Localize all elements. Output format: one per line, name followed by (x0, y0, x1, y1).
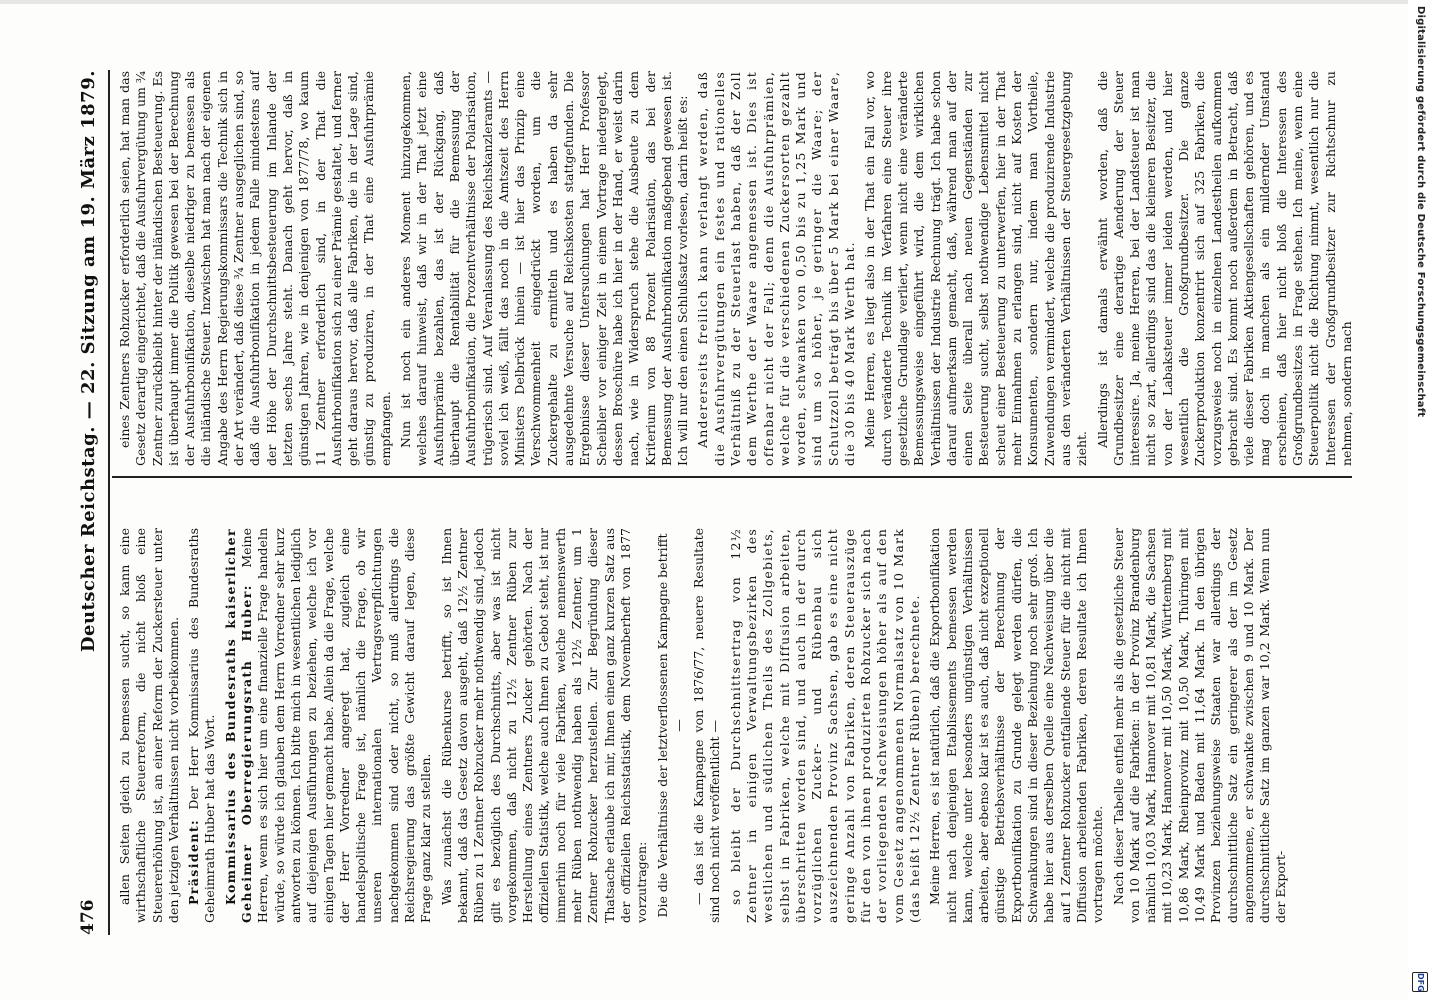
digitization-note: Digitalisierung gefördert durch die Deutsche Forschungsgemeinschaft (1415, 6, 1426, 418)
paragraph-text: Meine Herren, es liegt also in der That ein Fall vor, wo durch veränderte Technik im Verfahren eine Steuer ihre gesetzliche Grundlage verliert, wenn nicht eine veränderte Bemessungsweise eingeführt wird, die dem wirklichen Verhältnissen der Industrie Rechnung trägt. Ich habe schon darauf aufmerksam gemacht, daß, während man auf der einen Seite überall nach neuen Gegenständen zur Besteuerung sucht, selbst nothwendige Lebensmittel nicht scheut einer Besteuerung zu unterwerfen, hier in der That mehr Einnahmen zu erlangen sind, nicht auf Kosten der Konsumenten, sondern nur, indem man Vortheile, Zuwendungen vermindert, welche die produzirende Industrie aus den veränderten Verhältnissen der Steuergesetzgebung zieht. (862, 71, 1090, 466)
left-text-column (117, 528, 1352, 923)
paragraph (186, 528, 219, 923)
paragraph-text: — das ist die Kampagne von 1876/77, neuere Resultate sind noch nicht veröffentlicht — (691, 528, 723, 923)
column-divider (112, 476, 1352, 478)
paragraph-text: Meine Herren, es ist natürlich, daß die Exportbonifikation nicht nach denjenigen Etablissements bemessen werden kann, welche unter besonders ungünstigen Verhältnissen arbeiten, aber ebenso klar ist es auch, daß nicht exzeptionell günstige Betriebsverhältnisse der Berechnung der Exportbonifikation zu Grunde gelegt werden dürfen, die Schwankungen sind in dieser Beziehung noch sehr groß. Ich habe hier aus derselben Quelle eine Nachweisung über die auf 1 Zentner Rohzucker entfallende Steuer für die nicht mit Diffusion arbeitenden Fabriken, deren Resultate ich Ihnen vortragen möchte. (927, 528, 1106, 923)
speaker-name: Kommissarius des Bundesraths kaiserlicher Geheimer Oberregierungsrath Huber: (222, 528, 255, 923)
paragraph-text: Nun ist noch ein anderes Moment hinzugekommen, welches darauf hinweist, daß wir in der That jetzt eine Ausfuhrprämie bezahlen, das ist der Rückgang, daß überhaupt die Rentabilität für die Bemessung der Ausfuhrbonifikation, die Prozentverhältnisse der Polarisation, trügerisch sind. Auf Veranlassung des Reichskanzleramts — soviel ich weiß, fällt das noch in die Amtszeit des Herrn Ministers Delbrück hinein — ist hier das Prinzip eine Verschwommenheit eingedrückt worden, um die Zuckergehalte zu ermitteln und es haben da sehr ausgedehnte Versuche auf Reichskosten stattgefunden. Die Ergebnisse dieser Untersuchungen hat Herr Professor Scheibler vor einiger Zeit in einem Vortrage niedergelegt, dessen Broschüre habe ich hier in der Hand, er weist darin nach, wie in Widerspruch stehe die Ausbeute zu dem Kriterium von 88 Prozent Polarisation, das bei der Bemessung der Ausfuhrbonifikation maßgebend gewesen ist. Ich will nur den einen Schlußsatz vorlesen, darin heißt es: (398, 71, 691, 466)
paragraph-text: eines Zentners Rohzucker erforderlich seien, hat man das Gesetz derartig eingerichtet, daß die Ausfuhrvergütung um ¾ Zentner zurückbleibt hinter der inländischen Besteuerung. Es ist überhaupt immer die Politik gewesen bei der Berechnung der Ausfuhrbonifikation, dieselbe niedriger zu bemessen als die inländische Steuer. Inzwischen hat man nach der eigenen Angabe des Herrn Regierungskommissars die Technik sich in der Art verändert, daß diese ¾ Zentner ausgeglichen sind, so daß die Ausfuhrbonifikation in jedem Falle mindestens auf der Höhe der Durchschnittsbesteuerung im Inlande der letzten sechs Jahre steht. Danach geht hervor, daß in günstigen Jahren, wie in denjenigen von 1877/78, wo kaum 11 Zentner erforderlich sind, in der That die Ausfuhrbonifikation sich zu einer Prämie gestaltet, und ferner geht daraus hervor, daß alle Fabriken, die in der Lage sind, günstig zu produziren, in der That eine Ausfuhrprämie empfangen. (117, 71, 393, 466)
dfg-logo: DFG (1412, 972, 1428, 992)
paragraph (1095, 71, 1356, 466)
paragraph (655, 528, 688, 923)
header-rule (108, 70, 110, 935)
page-header (74, 70, 102, 935)
paragraph (862, 71, 1090, 466)
right-text-column (117, 71, 1352, 466)
paragraph (728, 528, 924, 923)
paragraph-text: Nach dieser Tabelle entfiel mehr als die gesetzliche Steuer von 10 Mark auf die Fabriken: in der Provinz Brandenburg nämlich 10,03 Mark, Hannover mit 10,81 Mark, die Sachsen mit 10,23 Mark, Hannover mit 10,50 Mark, Württemberg mit 10,86 Mark, Rheinprovinz mit 10,50 Mark, Thüringen mit 10,49 Mark und Baden mit 11,64 Mark. In den übrigen Provinzen beziehungsweise Staaten war allerdings der durchschnittliche Satz ein geringerer als der im Gesetz angenommene, er schwankte zwischen 9 und 10 Mark. Der durchschnittliche Satz im ganzen war 10,2 Mark. Wenn nun der Export- (1110, 528, 1289, 923)
paragraph-text: allen Seiten gleich zu bemessen sucht, so kann eine wirthschaftliche Steuerreform, die nicht bloß eine Steuererhöhung ist, an einer Reform der Zuckersteuer unter den jetzigen Verhältnissen nicht vorbeikommen. (117, 528, 181, 923)
paragraph-text: Was zunächst die Rübenkurse betrifft, so ist Ihnen bekannt, daß das Gesetz davon ausgeht, daß 12½ Zentner Rüben zu 1 Zentner Rohzucker mehr nothwendig sind, jedoch gilt es bezüglich des Durchschnitts, aber was ist nicht vorgekommen, daß nicht zu 12½ Zentner Rüben zur Herstellung eines Zentners Zucker gehörten. Nach der offiziellen Statistik, welche auch Ihnen zu Gebot steht, ist nur immerhin noch für viele Fabriken, welche nennenswerth mehr Rüben nothwendig haben als 12½ Zentner, um 1 Zentner Rohzucker herzustellen. Zur Begründung dieser Thatsache erlaube ich mir, Ihnen einen ganz kurzen Satz aus der offiziellen Reichsstatistik, dem Novemberheft von 1877 vorzutragen: (438, 528, 650, 923)
page-fold-shadow (0, 0, 1408, 4)
speaker-name: Präsident: (186, 818, 202, 905)
digitization-bar (1408, 0, 1432, 1000)
paragraph-text: Der Herr Kommissarius des Bundesraths Geheimrath Huber hat das Wort. (186, 528, 218, 923)
paragraph-text: Meine Herren, wenn es sich hier um eine finanzielle Frage handeln würde, so würde ich glauben dem Herrn Vorredner sehr kurz antworten zu können. Ich bitte mich in wesentlichen lediglich auf diejenigen Ausführungen zu beziehen, welche ich vor einigen Tagen hier gemacht habe. Allein da die Frage, welche der Herr Vorredner angeregt hat, zugleich eine handelspolitische Frage ist, nämlich die Frage, ob wir unseren internationalen Vertragsverpflichtungen nachgekommen sind oder nicht, so muß allerdings die Reichsregierung das größte Gewicht darauf legen, diese Frage ganz klar zu stellen. (239, 527, 434, 923)
paragraph (927, 528, 1106, 923)
paragraph (117, 71, 394, 466)
paragraph-text: Andererseits freilich kann verlangt werden, daß die Ausfuhrvergütungen ein festes und rationelles Verhältniß zu der Steuerlast haben, daß der Zoll dem Werthe der Waare angemessen ist. Dies ist offenbar nicht der Fall; denn die Ausfuhrprämien, welche für die verschiedenen Zuckersorten gezahlt worden, schwanken von 0,50 bis zu 1,25 Mark und sind um so höher, je geringer die Waare; der Schutzzoll beträgt bis über 5 Mark bei einer Waare, die 30 bis 40 Mark Werth hat. (695, 71, 858, 466)
paragraph (691, 528, 724, 923)
page-title: Deutscher Reichstag. — 22. Sitzung am 19. März 1879. (77, 70, 99, 653)
paragraph-text: Die die Verhältnisse der letztverflossenen Kampagne betrifft — (654, 533, 686, 918)
paragraph (1111, 528, 1290, 923)
paragraph (695, 71, 858, 466)
paragraph-text: Allerdings ist damals erwähnt worden, daß die Grundbesitzer eine derartige Aenderung der Steuer interessire. Ja, meine Herren, bei der Landsteuer ist man nicht so zart, allerdings sind das die kleineren Besitzer, die von der Labaksteuer immer leiden werden, und hier wesentlich die Großgrundbesitzer. Die ganze Zuckerproduktion konzentrirt sich auf 325 Fabriken, die vorzugsweise noch in einzelnen Landestheilen aufkommen gebracht sind. Es kommt noch außerdem in Betracht, daß viele dieser Fabriken Aktiengesellschaften gehören, und es mag doch in manchen als ein mildernder Umstand erscheinen, daß hier nicht bloß die Interessen des Großgrundbesitzes in Frage stehen. Ich meine, wenn eine Steuerpolitik nicht die Richtung nimmt, wesentlich nur die Interessen der Großgrundbesitzer zur Richtschnur zu nehmen, sondern nach (1094, 71, 1354, 466)
paragraph (398, 71, 691, 466)
paragraph-text: so bleibt der Durchschnittsertrag von 12½ Zentner in einigen Verwaltungsbezirken des westlichen und südlichen Theils des Zollgebiets, selbst in Fabriken, welche mit Diffusion arbeiten, überschritten worden sind, und auch in der durch vorzüglichen Zucker- und Rübenbau sich auszeichnenden Provinz Sachsen, gab es eine nicht geringe Anzahl von Fabriken, deren Steuerauszüge für den von ihnen produzirten Rohzucker sich nach der vorliegenden Nachweisungen höher als auf den vom Gesetz angenommenen Normalsatz von 10 Mark (das heißt 12½ Zentner Rüben) berechnete. (727, 528, 922, 923)
paragraph (117, 528, 182, 923)
page-number: 476 (78, 899, 98, 935)
paragraph (439, 528, 651, 923)
paragraph (223, 528, 435, 923)
